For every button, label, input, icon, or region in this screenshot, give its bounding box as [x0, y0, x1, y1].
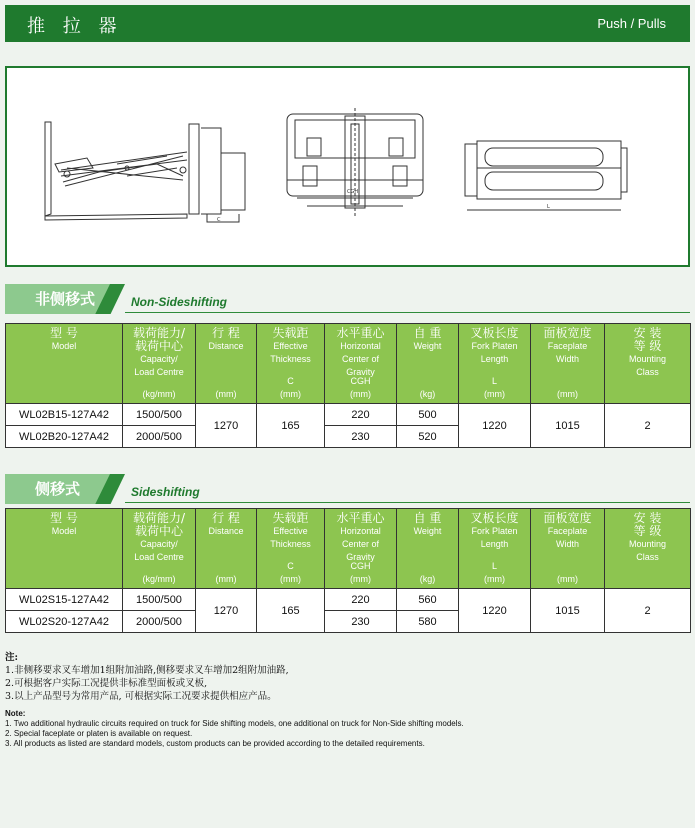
top-view-drawing [465, 141, 627, 210]
col-header: 型 号 Model [6, 509, 123, 589]
thickness-cell: 165 [257, 404, 325, 448]
faceplate-cell: 1015 [531, 404, 605, 448]
faceplate-cell: 1015 [531, 589, 605, 633]
thickness-cell: 165 [257, 589, 325, 633]
col-header: 型 号 Model [6, 324, 123, 404]
cgh-cell: 230 [325, 611, 397, 633]
table-header-row [6, 324, 691, 404]
platen-cell: 1220 [459, 404, 531, 448]
weight-cell: 580 [397, 611, 459, 633]
note-en-1: 1. Two additional hydraulic circuits required on truck for Side shifting models, one additional on truck for Non-Side shifting models. [5, 719, 464, 728]
capacity-cell: 1500/500 [123, 589, 196, 611]
weight-cell: 560 [397, 589, 459, 611]
spec-table-sideshifting [5, 508, 691, 633]
col-header: 自 重 Weight (kg) [397, 509, 459, 589]
dim-cgh-label: CGH [347, 189, 359, 195]
col-header: 水平重心 Horizontal Center of Gravity CGH (mm) [325, 509, 397, 589]
section-title-zh: 侧移式 [35, 480, 81, 498]
distance-cell: 1270 [196, 404, 257, 448]
col-header: 行 程 Distance (mm) [196, 324, 257, 404]
weight-cell: 500 [397, 404, 459, 426]
section-title-zh: 非侧移式 [35, 290, 96, 308]
model-cell: WL02B20-127A42 [6, 426, 123, 448]
table-row [6, 404, 691, 426]
technical-drawings [7, 68, 688, 265]
col-header: 行 程 Distance (mm) [196, 509, 257, 589]
cgh-cell: 220 [325, 404, 397, 426]
col-header: 安 装 等 级 Mounting Class [605, 509, 691, 589]
distance-cell: 1270 [196, 589, 257, 633]
section-sideshifting [5, 474, 690, 504]
notes-cn-label: 注: [5, 652, 19, 663]
cgh-cell: 220 [325, 589, 397, 611]
notes-en-label: Note: [5, 709, 26, 718]
note-cn-3: 3.以上产品型号为常用产品, 可根据实际工况要求提供相应产品。 [5, 691, 277, 702]
note-en-3: 3. All products as listed are standard models, custom products can be provided according to the detailed requirements. [5, 739, 425, 748]
col-header: 载荷能力/ 载荷中心 Capacity/ Load Centre (kg/mm) [123, 324, 196, 404]
col-header: 失载距 Effective Thickness C (mm) [257, 324, 325, 404]
model-cell: WL02S20-127A42 [6, 611, 123, 633]
col-header: 叉板长度 Fork Platen Length L (mm) [459, 324, 531, 404]
note-cn-1: 1.非侧移要求叉车增加1组附加油路,侧移要求叉车增加2组附加油路, [5, 665, 289, 676]
capacity-cell: 2000/500 [123, 426, 196, 448]
front-view-drawing [287, 108, 423, 216]
table-header-row [6, 509, 691, 589]
col-header: 自 重 Weight (kg) [397, 324, 459, 404]
col-header: 面板宽度 Faceplate Width (mm) [531, 324, 605, 404]
technical-drawing-panel [5, 66, 690, 267]
notes-block [5, 651, 685, 749]
spec-table-non-sideshifting [5, 323, 691, 448]
class-cell: 2 [605, 589, 691, 633]
capacity-cell: 2000/500 [123, 611, 196, 633]
cgh-cell: 230 [325, 426, 397, 448]
header-title-zh: 推 拉 器 [27, 16, 123, 37]
capacity-cell: 1500/500 [123, 404, 196, 426]
model-cell: WL02B15-127A42 [6, 404, 123, 426]
note-cn-2: 2.可根据客户实际工况提供非标准型面板或叉板, [5, 678, 208, 689]
col-header: 面板宽度 Faceplate Width (mm) [531, 509, 605, 589]
section-title-en: Sideshifting [131, 485, 200, 499]
class-cell: 2 [605, 404, 691, 448]
col-header: 安 装 等 级 Mounting Class [605, 324, 691, 404]
dim-c-label: C [217, 217, 221, 223]
weight-cell: 520 [397, 426, 459, 448]
section-non-sideshifting [5, 284, 690, 314]
platen-cell: 1220 [459, 589, 531, 633]
col-header: 叉板长度 Fork Platen Length L (mm) [459, 509, 531, 589]
col-header: 水平重心 Horizontal Center of Gravity CGH (mm) [325, 324, 397, 404]
section-title-en: Non-Sideshifting [131, 295, 227, 309]
header-title-en: Push / Pulls [597, 16, 666, 31]
side-view-drawing [45, 122, 245, 223]
model-cell: WL02S15-127A42 [6, 589, 123, 611]
note-en-2: 2. Special faceplate or platen is available on request. [5, 729, 193, 738]
page-header [5, 5, 690, 42]
dim-l-label: L [547, 204, 550, 210]
table-row [6, 589, 691, 611]
col-header: 失载距 Effective Thickness C (mm) [257, 509, 325, 589]
col-header: 载荷能力/ 载荷中心 Capacity/ Load Centre (kg/mm) [123, 509, 196, 589]
